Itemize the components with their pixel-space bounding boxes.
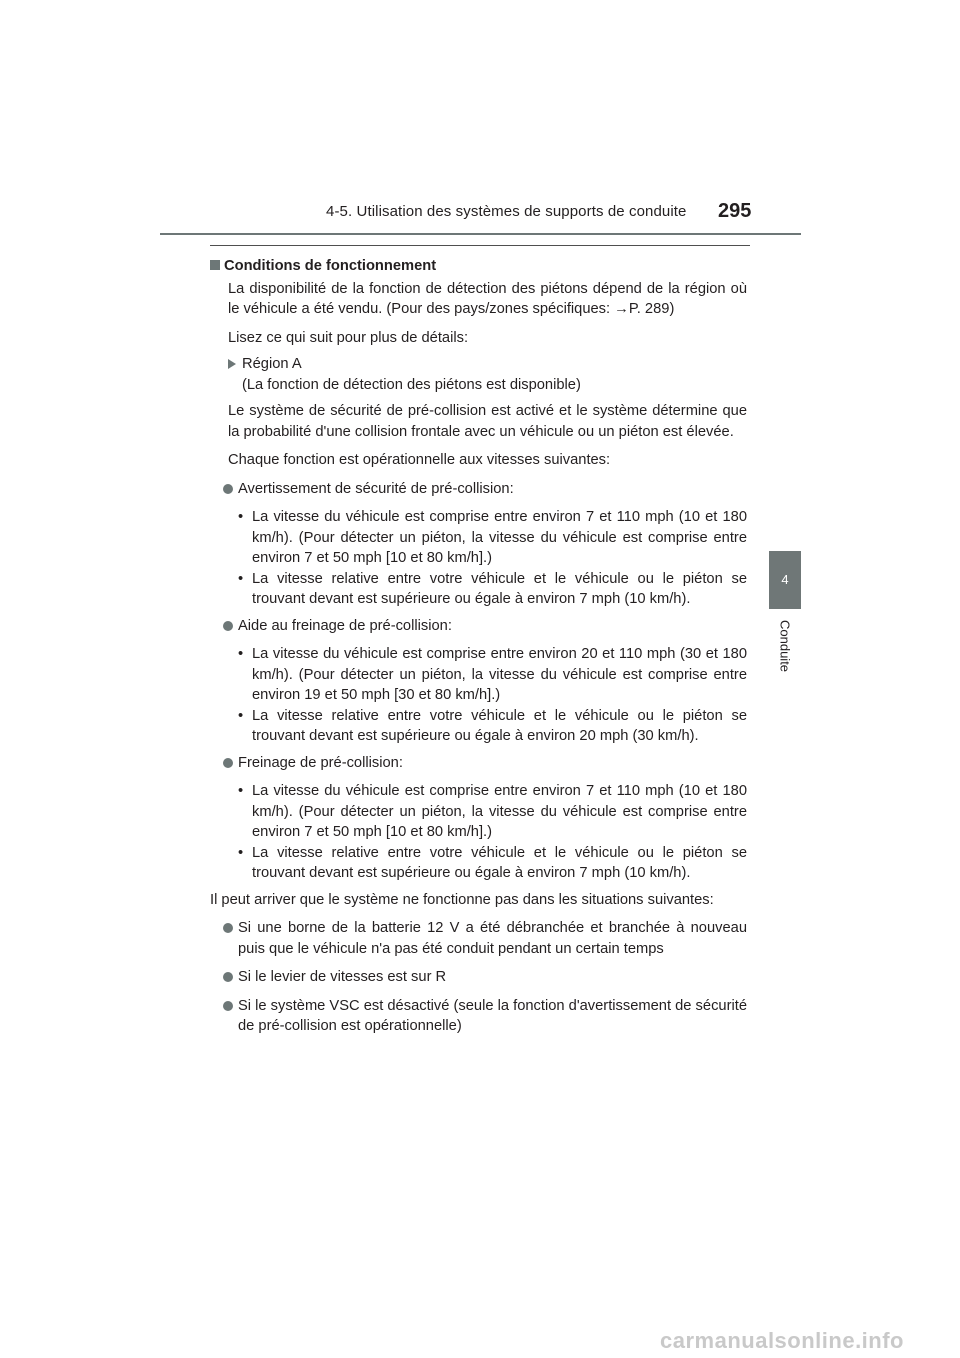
- condition-item: • La vitesse du véhicule est comprise entre environ 7 et 110 mph (10 et 180 km/h). (Pour détecter un piéton, la vitesse du véhicule est comprise entre environ 7 et 50 mph [10 et 80 km/h].): [238, 507, 747, 569]
- situation-item: [223, 967, 747, 988]
- situations-intro: Il peut arriver que le système ne fonctionne pas dans les situations suivantes:: [210, 891, 714, 908]
- condition-item: • La vitesse relative entre votre véhicule et le véhicule ou le piéton se trouvant devant est supérieure ou égale à environ 7 mph (10 km/h).: [238, 843, 747, 884]
- condition-item: • La vitesse relative entre votre véhicule et le véhicule ou le piéton se trouvant devant est supérieure ou égale à environ 20 mph (30 km/h).: [238, 706, 747, 747]
- watermark: carmanualsonline.info: [660, 1328, 904, 1353]
- page-number: 295: [718, 200, 752, 222]
- function-title: Avertissement de sécurité de pré-collision:: [238, 480, 514, 497]
- dot-marker: •: [238, 783, 244, 799]
- function-item: [223, 753, 747, 774]
- circle-bullet-icon: [223, 621, 233, 631]
- dot-marker: •: [238, 509, 244, 525]
- circle-bullet-icon: [223, 972, 233, 982]
- region-note: (La fonction de détection des piétons est disponible): [242, 376, 581, 393]
- circle-bullet-icon: [223, 758, 233, 768]
- function-title: Aide au freinage de pré-collision:: [238, 617, 452, 634]
- situation-item: [223, 918, 747, 959]
- dot-marker: •: [238, 707, 244, 724]
- triangle-bullet-icon: [228, 359, 236, 369]
- dot-marker: •: [238, 570, 244, 587]
- circle-bullet-icon: [223, 484, 233, 494]
- situation-text: Si le levier de vitesses est sur R: [238, 969, 447, 985]
- function-item: [223, 616, 747, 637]
- situation-text: Si une borne de la batterie 12 V a été débranchée et branchée à nouveau puis que le véhicule n'a pas été conduit pendant un certain temps: [238, 920, 747, 957]
- section-heading: Conditions de fonctionnement: [210, 256, 747, 277]
- page-content: [210, 256, 747, 1045]
- region-item: [228, 354, 747, 395]
- function-title: Freinage de pré-collision:: [238, 754, 403, 771]
- square-bullet-icon: [210, 260, 220, 270]
- page-header-title: 4-5. Utilisation des systèmes de supports de conduite: [326, 203, 687, 220]
- intro-paragraph: La disponibilité de la fonction de détection des piétons dépend de la région où le véhicule a été vendu. (Pour des pays/zones spécifiques: →P. 289): [228, 280, 747, 317]
- condition-item: • La vitesse du véhicule est comprise entre environ 7 et 110 mph (10 et 180 km/h). (Pour détecter un piéton, la vitesse du véhicule est comprise entre environ 7 et 50 mph [10 et 80 km/h].): [238, 781, 747, 843]
- region-title: Région A: [242, 356, 302, 372]
- function-conditions: [238, 507, 747, 610]
- section-divider: [210, 245, 750, 246]
- function-item: [223, 479, 747, 500]
- speeds-intro: Chaque fonction est opérationnelle aux vitesses suivantes:: [228, 452, 611, 468]
- chapter-label: Conduite: [777, 620, 793, 673]
- function-conditions: [238, 781, 747, 884]
- condition-item: • La vitesse relative entre votre véhicule et le véhicule ou le piéton se trouvant devant est supérieure ou égale à environ 7 mph (10 km/h).: [238, 569, 747, 610]
- situation-text: Si le système VSC est désactivé (seule la fonction d'avertissement de sécurité de pré-collision est opérationnelle): [238, 997, 747, 1034]
- dot-marker: •: [238, 646, 244, 662]
- situation-item: [223, 996, 747, 1037]
- header-divider: [160, 233, 801, 235]
- read-more-paragraph: Lisez ce qui suit pour plus de détails:: [228, 329, 469, 346]
- condition-item: • La vitesse du véhicule est comprise entre environ 20 et 110 mph (30 et 180 km/h). (Pour détecter un piéton, la vitesse du véhicule est comprise entre environ 19 et 50 mph [30 et 80 km/h].): [238, 644, 747, 706]
- activation-paragraph: Le système de sécurité de pré-collision est activé et le système détermine que la probabilité d'une collision frontale avec un véhicule ou un piéton est élevée.: [228, 403, 747, 440]
- chapter-tab[interactable]: 4: [769, 551, 801, 609]
- circle-bullet-icon: [223, 923, 233, 933]
- dot-marker: •: [238, 844, 244, 861]
- circle-bullet-icon: [223, 1001, 233, 1011]
- function-conditions: [238, 644, 747, 747]
